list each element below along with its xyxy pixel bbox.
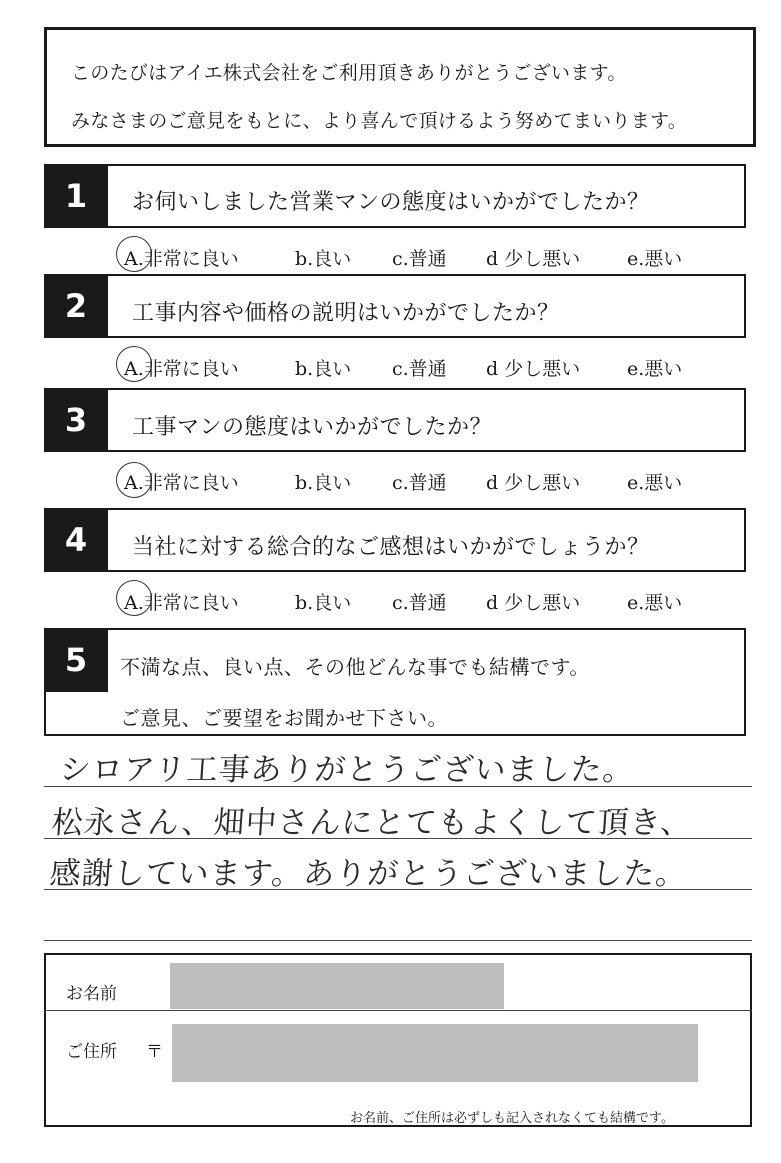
question-2-option-c: c.普通 — [392, 358, 447, 380]
question-4-option-e: e.悪い — [627, 592, 683, 614]
question-3-option-e: e.悪い — [627, 472, 683, 494]
handwritten-comment-line-2: 松永さん、畑中さんにとてもよくして頂き、 — [50, 805, 694, 841]
writing-line — [44, 889, 752, 890]
question-4-option-a: A.非常に良い — [124, 592, 239, 614]
greeting-line-1: このたびはアイエ株式会社をご利用頂きありがとうございます。 — [71, 62, 627, 84]
question-1-number: 1 — [44, 164, 108, 228]
name-label: お名前 — [66, 984, 117, 1004]
question-2-option-d: d 少し悪い — [486, 358, 581, 380]
question-1-option-a: A.非常に良い — [124, 248, 239, 270]
writing-line — [44, 786, 752, 787]
address-redaction — [172, 1024, 698, 1082]
question-3-option-c: c.普通 — [392, 472, 447, 494]
question-2-option-a: A.非常に良い — [124, 358, 239, 380]
writing-line — [44, 940, 752, 941]
question-3-option-a: A.非常に良い — [124, 472, 239, 494]
contact-divider — [44, 1010, 752, 1011]
question-5-number: 5 — [44, 628, 108, 692]
address-label: ご住所 — [66, 1042, 117, 1062]
name-redaction — [170, 963, 504, 1009]
question-2-option-e: e.悪い — [627, 358, 683, 380]
question-2-text: 工事内容や価格の説明はいかがでしたか？ — [132, 301, 560, 326]
optional-entry-note: お名前、ご住所は必ずしも記入されなくても結構です。 — [350, 1111, 674, 1126]
question-4-option-d: d 少し悪い — [486, 592, 581, 614]
question-2-number: 2 — [44, 274, 108, 338]
question-2-option-b: b.良い — [295, 358, 352, 380]
question-3-option-d: d 少し悪い — [486, 472, 581, 494]
postal-mark: 〒 — [146, 1042, 163, 1062]
question-5-line-1: 不満な点、良い点、その他どんな事でも結構です。 — [120, 655, 590, 679]
writing-line — [44, 838, 752, 839]
question-1-option-c: c.普通 — [392, 248, 447, 270]
question-1-text: お伺いしました営業マンの態度はいかがでしたか？ — [132, 190, 650, 215]
question-5-line-2: ご意見、ご要望をお聞かせ下さい。 — [120, 706, 448, 730]
question-1-option-d: d 少し悪い — [486, 248, 581, 270]
question-3-number: 3 — [44, 388, 108, 452]
question-4-option-b: b.良い — [295, 592, 352, 614]
question-3-text: 工事マンの態度はいかがでしたか？ — [132, 415, 493, 440]
question-1-option-b: b.良い — [295, 248, 352, 270]
greeting-line-2: みなさまのご意見をもとに、より喜んで頂けるよう努めてまいります。 — [71, 110, 688, 132]
question-4-text: 当社に対する総合的なご感想はいかがでしょうか？ — [132, 535, 650, 560]
question-4-number: 4 — [44, 508, 108, 572]
question-4-option-c: c.普通 — [392, 592, 447, 614]
question-1-option-e: e.悪い — [627, 248, 683, 270]
question-3-option-b: b.良い — [295, 472, 352, 494]
handwritten-comment-line-3: 感謝しています。ありがとうございました。 — [48, 856, 689, 892]
greeting-box — [44, 27, 756, 147]
handwritten-comment-line-1: シロアリ工事ありがとうございました。 — [58, 752, 636, 788]
